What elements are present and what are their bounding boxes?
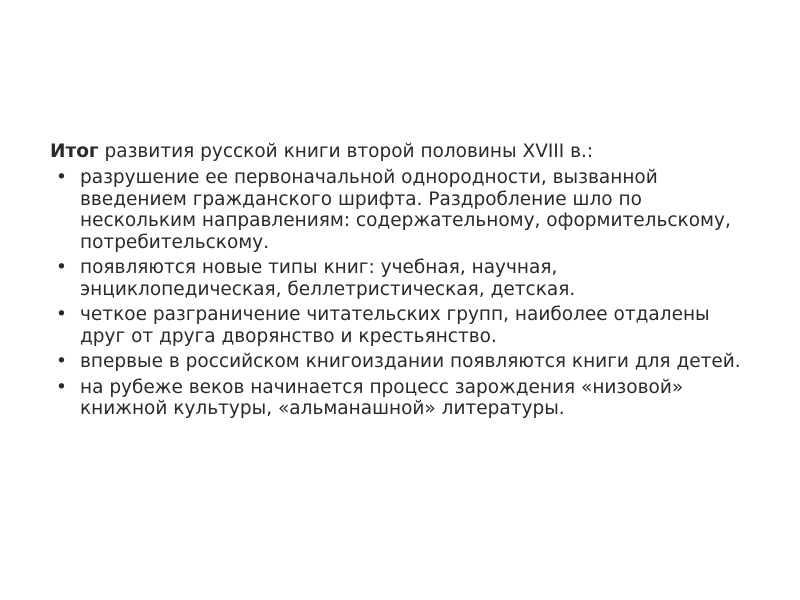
list-item-text: четкое разграничение читательских групп, наиболее отдалены друг от друга дворянство и крестьянство. [80,304,710,347]
list-item-text: на рубеже веков начинается процесс зарождения «низовой» книжной культуры, «альманашной» литературы. [80,376,684,419]
heading-bold-word: Итог [50,141,99,162]
list-item [50,167,750,253]
list-item [50,351,750,373]
slide-heading [50,140,750,164]
list-item-text: появляются новые типы книг: учебная, научная, энциклопедическая, беллетристическая, детская. [80,257,576,300]
slide-content [50,140,750,424]
list-item [50,257,750,300]
list-item [50,304,750,347]
bullet-icon: • [56,351,67,372]
list-item-text: впервые в российском книгоиздании появляются книги для детей. [80,351,741,372]
heading-text: развития русской книги второй половины XVIII в.: [104,141,594,162]
bullet-icon: • [56,304,67,325]
bullet-list [50,167,750,420]
bullet-icon: • [56,167,67,188]
list-item [50,377,750,420]
list-item-text: разрушение ее первоначальной однородности, вызванной введением гражданского шрифта. Раздробление шло по нескольким направлениям: содержательному, оформительскому, потребительскому. [80,167,731,253]
bullet-icon: • [56,257,67,278]
bullet-icon: • [56,376,67,398]
